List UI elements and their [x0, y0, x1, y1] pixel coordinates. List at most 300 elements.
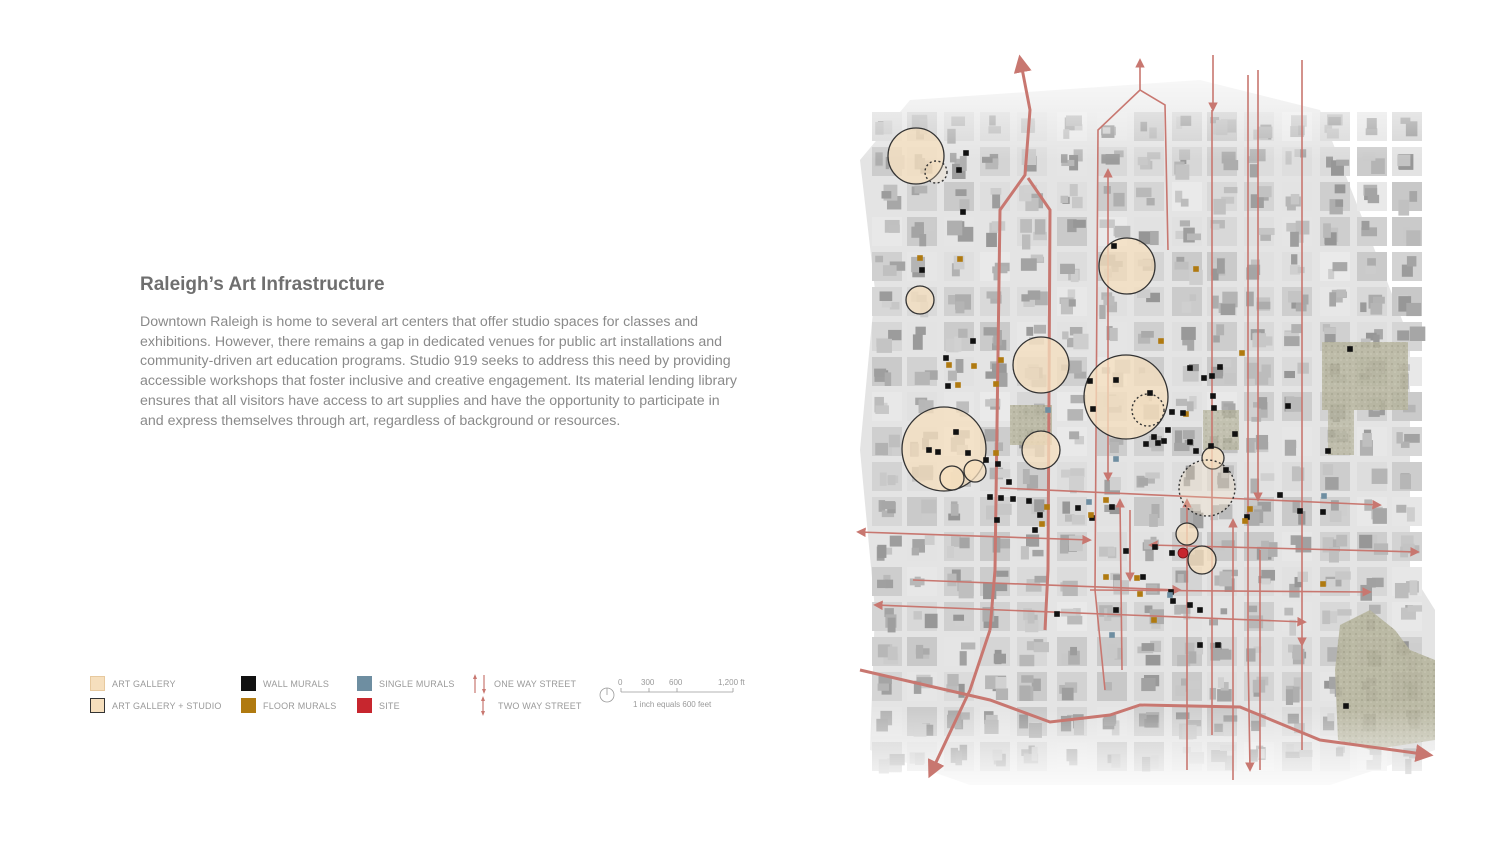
building [1177, 655, 1190, 666]
building [1336, 160, 1349, 166]
wall-mural-marker [919, 267, 925, 273]
wall-mural-marker [970, 338, 976, 344]
wall-mural-marker [1113, 607, 1119, 613]
scale-bar [597, 676, 757, 716]
legend-site [357, 698, 400, 713]
building [1400, 474, 1411, 489]
floor-mural-marker [957, 256, 963, 262]
floor-mural-marker [955, 382, 961, 388]
floor-mural-marker [1158, 338, 1164, 344]
building [1219, 571, 1231, 586]
art-gallery-studio-marker [1132, 394, 1164, 426]
building [1296, 537, 1312, 553]
building [1183, 430, 1195, 439]
building [890, 536, 902, 547]
wall-mural-marker [1201, 375, 1207, 381]
floor-mural-marker [1103, 497, 1109, 503]
building [958, 684, 964, 698]
art-gallery-studio-marker [1022, 431, 1060, 469]
building [1026, 327, 1033, 336]
building [1372, 469, 1388, 484]
floor-mural-marker [998, 357, 1004, 363]
building [878, 684, 889, 691]
building [959, 583, 974, 599]
park [1328, 410, 1354, 455]
wall-mural-marker [1347, 346, 1353, 352]
building [1365, 188, 1377, 195]
building [1069, 299, 1076, 306]
building [914, 186, 927, 194]
building [996, 469, 1011, 478]
wall-mural-marker [1197, 642, 1203, 648]
building [1147, 198, 1155, 205]
building [916, 645, 923, 659]
floor-mural-marker [1039, 521, 1045, 527]
wall-mural-marker [1161, 438, 1167, 444]
building [1019, 655, 1034, 666]
wall-mural-marker [1147, 390, 1153, 396]
legend-wall-murals [241, 676, 329, 691]
building [986, 233, 997, 247]
building [1406, 303, 1421, 316]
wall-mural-marker [1170, 598, 1176, 604]
building [1210, 688, 1216, 700]
building [889, 225, 900, 233]
floor-mural-marker [993, 381, 999, 387]
building [1072, 515, 1085, 525]
building [1250, 164, 1258, 177]
wall-mural-marker [1140, 574, 1146, 580]
building [1141, 678, 1155, 691]
floor-mural-marker [993, 450, 999, 456]
building [877, 545, 886, 558]
building [1027, 641, 1035, 650]
wall-mural-marker [995, 461, 1001, 467]
building [1221, 608, 1228, 614]
building [948, 371, 957, 381]
art-gallery-studio-marker [940, 466, 964, 490]
building [1216, 324, 1224, 335]
city-block [944, 637, 974, 666]
building [1021, 294, 1029, 301]
building [1099, 305, 1105, 319]
building [1176, 399, 1187, 406]
building [883, 265, 897, 276]
building [947, 574, 956, 587]
building [1406, 230, 1420, 246]
building [875, 405, 889, 414]
building [992, 194, 1000, 208]
art-gallery-studio-marker [906, 286, 934, 314]
legend-label: WALL MURALS [263, 678, 330, 689]
building [1293, 687, 1300, 703]
building [1034, 325, 1046, 334]
floor-mural-marker [1247, 506, 1253, 512]
wall-mural-marker [1087, 378, 1093, 384]
wall-mural-marker [965, 450, 971, 456]
art-gallery-studio-swatch [90, 698, 105, 713]
city-block [1282, 602, 1312, 631]
building [1221, 304, 1236, 315]
building [1396, 432, 1402, 443]
floor-mural-marker [1044, 504, 1050, 510]
wall-mural-marker [998, 495, 1004, 501]
building [1373, 297, 1385, 304]
building [1292, 466, 1300, 481]
wall-mural-marker [935, 449, 941, 455]
building [1188, 651, 1196, 663]
building [882, 191, 892, 198]
single-mural-marker [1086, 499, 1092, 505]
building [912, 548, 919, 556]
building [1067, 409, 1083, 421]
floor-mural-marker [971, 363, 977, 369]
building [1026, 534, 1039, 546]
building [1284, 608, 1293, 616]
building [1291, 194, 1300, 204]
legend-label: SITE [379, 700, 400, 711]
wall-mural-marker [1211, 405, 1217, 411]
building [1032, 550, 1043, 556]
building [1296, 305, 1307, 312]
legend-label: SINGLE MURALS [379, 678, 455, 689]
building [1181, 327, 1196, 340]
building [947, 546, 954, 558]
legend-one-way-street [470, 674, 576, 694]
wall-mural-marker [1187, 602, 1193, 608]
downtown-map [850, 50, 1450, 800]
single-mural-marker [1321, 493, 1327, 499]
building [1323, 223, 1331, 237]
building [1020, 219, 1032, 233]
building [1063, 581, 1078, 596]
building [1175, 430, 1182, 444]
one-way-arrows-icon [470, 674, 488, 694]
building [888, 475, 896, 485]
building [1324, 328, 1336, 334]
floor-mural-marker [1151, 617, 1157, 623]
building [1035, 219, 1046, 234]
building [1138, 478, 1147, 486]
single-mural-swatch [357, 676, 372, 691]
building [1187, 401, 1194, 411]
building [1189, 270, 1202, 285]
building [1136, 188, 1151, 198]
wall-mural-marker [956, 167, 962, 173]
building [1291, 324, 1302, 333]
building [885, 372, 891, 386]
building [1150, 231, 1159, 245]
building [996, 504, 1012, 515]
wall-mural-marker [1155, 440, 1161, 446]
building [880, 291, 893, 301]
building [985, 371, 996, 378]
building [958, 329, 967, 338]
building [996, 688, 1008, 700]
building [1174, 262, 1188, 270]
building [1325, 477, 1338, 490]
building [1291, 254, 1297, 264]
building [959, 537, 969, 548]
building [955, 189, 966, 196]
building [1023, 469, 1030, 484]
single-mural-marker [1167, 592, 1173, 598]
wall-mural-marker [945, 383, 951, 389]
building [1190, 294, 1196, 301]
building [953, 615, 964, 621]
wall-mural-marker [1143, 441, 1149, 447]
building [915, 327, 925, 335]
building [984, 327, 998, 335]
building [951, 536, 961, 547]
wall-mural-marker [1197, 607, 1203, 613]
building [1333, 262, 1348, 271]
building [960, 651, 967, 665]
building [1407, 507, 1415, 521]
wall-mural-marker [1151, 434, 1157, 440]
single-mural-marker [1109, 632, 1115, 638]
building [1019, 685, 1030, 700]
building [1367, 258, 1376, 267]
building [1329, 292, 1336, 306]
building [1108, 548, 1115, 556]
building [1212, 296, 1219, 309]
wall-mural-marker [953, 429, 959, 435]
building [1337, 609, 1351, 615]
building [913, 334, 923, 349]
site-swatch [357, 698, 372, 713]
building [1217, 689, 1232, 701]
wall-mural-marker [1223, 467, 1229, 473]
wall-mural-marker [994, 517, 1000, 523]
floor-mural-marker [1239, 350, 1245, 356]
building [1284, 371, 1295, 378]
building [1107, 644, 1117, 659]
building [1070, 647, 1077, 655]
wall-mural-marker [1180, 410, 1186, 416]
building [1293, 645, 1303, 660]
floor-mural-marker [1137, 591, 1143, 597]
wall-mural-marker [1026, 498, 1032, 504]
building [1213, 335, 1220, 342]
wall-mural-marker [1006, 479, 1012, 485]
wall-mural-marker [1320, 509, 1326, 515]
wall-mural-marker [1285, 403, 1291, 409]
building [1410, 327, 1426, 341]
building [874, 369, 886, 377]
art-gallery-studio-marker [925, 161, 947, 183]
single-mural-marker [1045, 407, 1051, 413]
building [1114, 676, 1127, 686]
wall-mural-marker [1209, 373, 1215, 379]
wall-mural-marker [1113, 377, 1119, 383]
building [1396, 505, 1406, 513]
building [888, 647, 898, 661]
building [875, 443, 888, 455]
art-gallery-swatch [90, 676, 105, 691]
building [1395, 583, 1409, 598]
wall-mural-marker [1232, 431, 1238, 437]
building [1067, 616, 1082, 625]
building [1330, 511, 1342, 522]
building [1409, 643, 1421, 651]
building [921, 500, 936, 514]
wall-mural-marker [1193, 448, 1199, 454]
building [1021, 258, 1037, 271]
description-paragraph: Downtown Raleigh is home to several art centers that offer studio spaces for classes and exhibitions. However, there remains a gap in dedicated venues for public art installations and community-driven art education programs. Studio 919 seeks to address this need by providing accessible workshops that foster inclusive and creative engagement. Its material lending library ensures that all visitors have access to art supplies and have the opportunity to participate in and express themselves through art, regardless of background or resources. [140, 314, 737, 429]
wall-mural-marker [1123, 548, 1129, 554]
scale-caption: 1 inch equals 600 feet [633, 700, 712, 709]
wall-mural-marker [1032, 527, 1038, 533]
building [1398, 200, 1409, 216]
building [1336, 535, 1347, 547]
building [925, 614, 938, 628]
building [1258, 397, 1267, 409]
building [1061, 196, 1069, 203]
building [1021, 675, 1033, 683]
building [1373, 508, 1387, 524]
wall-mural-marker [1169, 409, 1175, 415]
building [1175, 164, 1189, 179]
building [1284, 336, 1299, 346]
floor-mural-marker [1134, 575, 1140, 581]
single-mural-marker [1113, 456, 1119, 462]
building [1285, 440, 1296, 456]
wall-mural-marker [1165, 427, 1171, 433]
building [1217, 258, 1225, 273]
building [1070, 184, 1078, 196]
building [1175, 686, 1186, 697]
building [1174, 605, 1181, 615]
building [1261, 578, 1270, 584]
wall-mural-marker [983, 457, 989, 463]
building [875, 256, 883, 263]
building [990, 188, 1001, 195]
building [1141, 331, 1154, 338]
building [1249, 408, 1258, 417]
building [1034, 499, 1044, 511]
scale-tick-label: 1,200 ft [718, 678, 745, 687]
building [1374, 543, 1388, 554]
wall-mural-marker [1277, 492, 1283, 498]
building [1360, 302, 1366, 312]
legend-label: FLOOR MURALS [263, 700, 337, 711]
building [1366, 266, 1376, 274]
building [996, 584, 1008, 591]
art-gallery-studio-marker [964, 460, 986, 482]
building [1297, 363, 1308, 374]
wall-mural-marker [1111, 243, 1117, 249]
building [995, 677, 1006, 689]
building [881, 501, 895, 509]
building [1335, 571, 1351, 579]
building [1103, 296, 1114, 305]
building [925, 535, 935, 545]
building [1069, 431, 1079, 439]
building [996, 571, 1008, 577]
building [1290, 232, 1299, 247]
building [1113, 193, 1124, 207]
building [1335, 200, 1343, 207]
floor-mural-marker [1193, 266, 1199, 272]
art-gallery-studio-marker [1188, 546, 1216, 574]
building [1261, 541, 1269, 548]
building [951, 504, 959, 516]
floor-mural-marker [917, 255, 923, 261]
wall-mural-marker [1187, 365, 1193, 371]
building [1359, 535, 1372, 549]
building [885, 580, 893, 589]
legend-floor-murals [241, 698, 336, 713]
building [1259, 228, 1275, 235]
wall-mural-marker [1054, 611, 1060, 617]
building [1062, 502, 1070, 514]
building [961, 642, 975, 649]
wall-mural-marker [943, 355, 949, 361]
wall-mural-marker [960, 209, 966, 215]
building [1257, 186, 1272, 197]
wall-mural-marker [1217, 364, 1223, 370]
building [1060, 540, 1068, 553]
building [1062, 331, 1068, 339]
building [1288, 291, 1302, 303]
building [919, 234, 926, 246]
building [1408, 605, 1423, 611]
building [1322, 610, 1330, 624]
building [1099, 219, 1114, 227]
scale-tick-label: 300 [641, 678, 655, 687]
building [1034, 642, 1049, 652]
wall-mural-marker [1208, 443, 1214, 449]
legend-two-way-street [474, 696, 582, 716]
building [1146, 655, 1161, 666]
building [1110, 328, 1118, 341]
park [1322, 342, 1408, 410]
wall-mural-marker [1010, 496, 1016, 502]
building [919, 399, 925, 406]
art-gallery-studio-marker [1176, 523, 1198, 545]
building [1142, 643, 1155, 651]
building [1180, 220, 1190, 226]
building [1407, 256, 1417, 266]
building [1178, 574, 1184, 583]
two-way-arrow-icon [474, 696, 492, 716]
floor-mural-marker [946, 362, 952, 368]
wall-mural-marker [1075, 505, 1081, 511]
legend-label: TWO WAY STREET [498, 701, 582, 711]
wall-mural-marker [1037, 512, 1043, 518]
building [914, 611, 922, 619]
floor-mural-marker [1103, 574, 1109, 580]
legend-art-gallery-studio [90, 698, 222, 713]
wall-mural-marker [1090, 406, 1096, 412]
building [1260, 235, 1271, 241]
building [1403, 544, 1415, 552]
floor-mural-marker [1320, 581, 1326, 587]
building [888, 330, 901, 340]
art-gallery-studio-marker [1013, 337, 1069, 393]
building [1286, 689, 1293, 705]
building [1213, 199, 1225, 215]
building [1060, 264, 1075, 274]
building [880, 472, 887, 485]
building [1249, 606, 1257, 613]
building [1069, 476, 1084, 491]
building [1362, 433, 1371, 447]
building [947, 221, 962, 236]
building [1368, 195, 1379, 203]
building [1370, 303, 1382, 315]
